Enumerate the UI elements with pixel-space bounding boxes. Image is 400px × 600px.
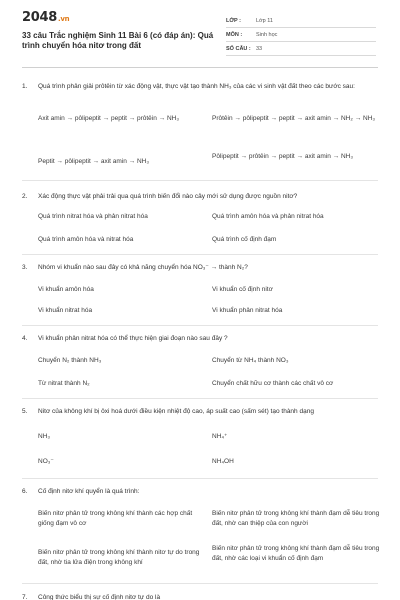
answer-option[interactable]: Quá trình cố định đạm: [212, 236, 277, 243]
question-separator: [22, 398, 378, 399]
meta-row-grade: [226, 14, 376, 28]
question-separator: [22, 325, 378, 326]
meta-row-subject: [226, 28, 376, 42]
answer-option[interactable]: Biến nitơ phân tử trong không khí thành đạm dễ tiêu trong đất, nhờ can thiệp của con người: [212, 510, 380, 527]
question-2: [22, 192, 382, 202]
meta-key: MÔN :: [226, 31, 243, 38]
answer-option[interactable]: Axit amin → pôlipeptit → peptit → prôtêin → NH₃: [38, 115, 180, 122]
question-3: [22, 263, 382, 273]
question-number: 6.: [22, 488, 28, 495]
answer-option[interactable]: Quá trình nitrat hóa và phản nitrat hóa: [38, 213, 148, 220]
answer-option[interactable]: Quá trình amôn hóa và nitrat hóa: [38, 236, 134, 243]
answer-option[interactable]: Prôtêin → pôlipeptit → peptit → axit amin → NH₂ → NH₃: [212, 115, 376, 122]
site-logo[interactable]: [22, 10, 69, 25]
answer-option[interactable]: Pôlipeptit → prôtêin → peptit → axit amin → NH₃: [212, 153, 354, 160]
meta-table: [226, 14, 376, 56]
question-7: [22, 593, 382, 600]
answer-option[interactable]: Peptit → pôlipeptit → axit amin → NH₃: [38, 158, 150, 165]
question-separator: [22, 254, 378, 255]
question-6: [22, 487, 382, 497]
question-4: [22, 334, 382, 344]
page-title: 33 câu Trắc nghiệm Sinh 11 Bài 6 (có đáp án): Quá trình chuyển hóa nitơ trong đất: [22, 31, 214, 50]
question-separator: [22, 478, 378, 479]
meta-key: SỐ CÂU :: [226, 45, 251, 52]
question-text: Xác động thực vật phải trải qua quá trình biến đổi nào cây mới sử dụng được nguồn nitơ?: [38, 193, 298, 200]
answer-option[interactable]: Chuyển từ NH₄ thành NO₃: [212, 357, 289, 364]
answer-option[interactable]: Biến nitơ phân tử trong không khí thành các hợp chất giống đạm vô cơ: [38, 510, 193, 527]
meta-value: Lớp 11: [256, 17, 273, 24]
page-header: [0, 0, 400, 62]
question-separator: [22, 180, 378, 181]
answer-option[interactable]: Biến nitơ phân tử trong không khí thành nitơ tự do trong đất, nhờ tia lửa điện trong không khí: [38, 549, 200, 566]
question-number: 3.: [22, 264, 28, 271]
question-number: 5.: [22, 408, 28, 415]
question-number: 1.: [22, 83, 28, 90]
answer-option[interactable]: Từ nitrat thành N₂: [38, 380, 90, 387]
question-text: Nhóm vi khuẩn nào sau đây có khả năng chuyển hóa NO₃⁻ → thành N₂?: [38, 264, 248, 271]
answer-option[interactable]: NH₄OH: [212, 458, 234, 465]
answer-option[interactable]: NH₄⁺: [212, 433, 228, 440]
meta-value: Sinh học: [256, 31, 278, 38]
answer-option[interactable]: Vi khuẩn phản nitrat hóa: [212, 307, 283, 314]
answer-option[interactable]: Biến nitơ phân tử trong không khí thành đạm dễ tiêu trong đất, nhờ các loại vi khuẩn cố định đạm: [212, 545, 380, 562]
answer-option[interactable]: Vi khuẩn nitrat hóa: [38, 307, 93, 314]
question-1: [22, 82, 382, 92]
logo-text: 2048: [22, 10, 57, 25]
meta-key: LỚP :: [226, 17, 241, 24]
answer-option[interactable]: Quá trình amôn hóa và phản nitrat hóa: [212, 213, 324, 220]
question-number: 7.: [22, 594, 28, 600]
answer-option[interactable]: Vi khuẩn cố định nitơ: [212, 286, 273, 293]
answer-option[interactable]: Chuyển N₂ thành NH₃: [38, 357, 102, 364]
question-number: 4.: [22, 335, 28, 342]
meta-value: 33: [256, 45, 263, 52]
question-5: [22, 407, 382, 417]
question-text: Vi khuẩn phản nitrat hóa có thể thực hiện giai đoạn nào sau đây ?: [38, 335, 228, 342]
answer-option[interactable]: Vi khuẩn amôn hóa: [38, 286, 94, 293]
header-divider: [22, 67, 378, 68]
question-text: Nitơ của không khí bị ôxi hoá dưới điều kiện nhiệt độ cao, áp suất cao (sấm sét) tạo thành dạng: [38, 408, 314, 415]
question-text: Cố định nitơ khí quyển là quá trình:: [38, 488, 140, 495]
question-separator: [22, 583, 378, 584]
question-text: Quá trình phân giải prôtêin từ xác động vật, thực vật tạo thành NH₃ của các vi sinh vật đất theo các bước sau:: [38, 83, 355, 90]
logo-suffix: .vn: [57, 15, 70, 23]
answer-option[interactable]: NO₃⁻: [38, 458, 54, 465]
answer-option[interactable]: Chuyển chất hữu cơ thành các chất vô cơ: [212, 380, 334, 387]
meta-row-count: [226, 42, 376, 56]
question-number: 2.: [22, 193, 28, 200]
question-text: Công thức biểu thị sự cố định nitơ tự do là: [38, 594, 161, 600]
answer-option[interactable]: NH₃: [38, 433, 51, 440]
